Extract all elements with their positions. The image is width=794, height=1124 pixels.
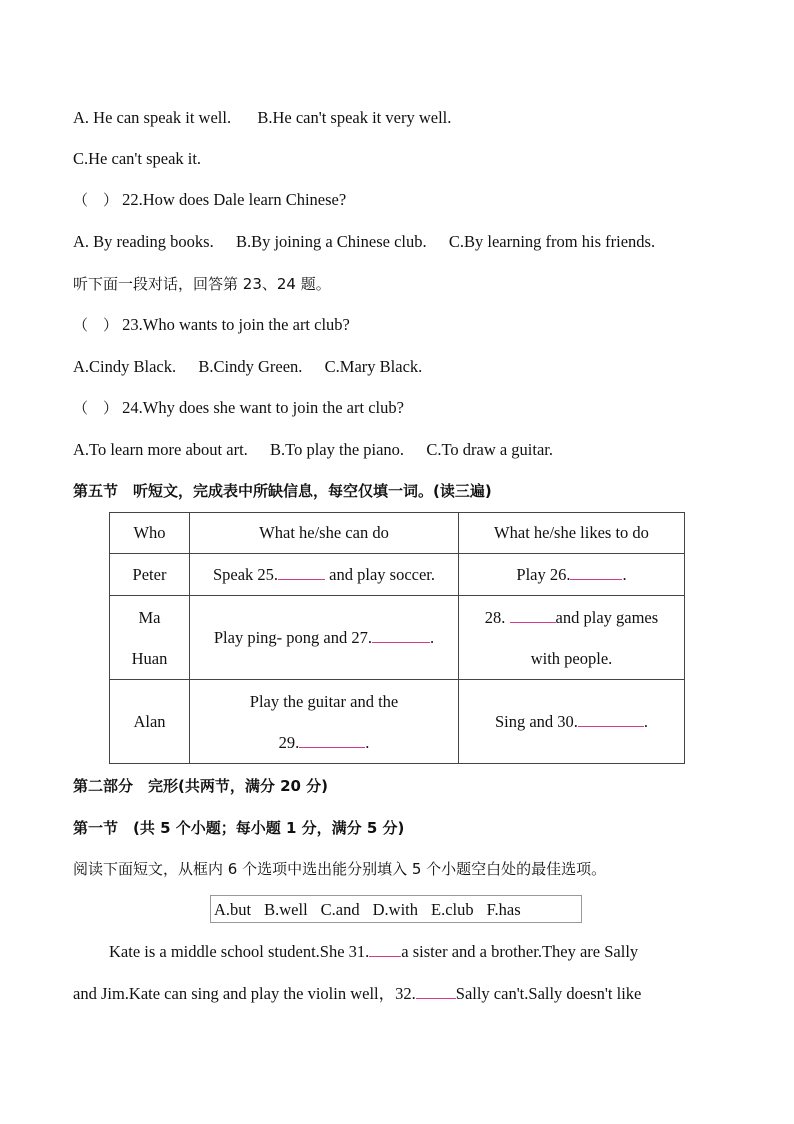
q22-option-c: C.By learning from his friends. [448,232,656,251]
q22-options-row [73,232,655,252]
q24-answer-paren: （ ） [73,399,119,417]
part2-heading: 第二部分 完形(共两节，满分 20 分) [73,777,329,795]
can-suffix: . [365,732,370,752]
word-options-box [210,895,582,923]
q22-question-row [73,190,346,210]
q22-option-a: A. By reading books. [73,232,214,251]
section1-heading: 第一节 (共 5 个小题；每小题 1 分，满分 5 分) [73,819,405,837]
q23-question: 23.Who wants to join the art club? [122,315,350,334]
passage-text: and Jim.Kate can sing and play the violin well，32. [73,984,416,1003]
likes-line2: with people. [530,648,613,668]
section5-heading: 第五节 听短文，完成表中所缺信息，每空仅填一词。(读三遍) [73,482,492,500]
table-cell-can [190,596,459,680]
likes-suffix: and play games [555,607,659,627]
can-suffix: and play soccer. [325,564,436,584]
answer-blank-29[interactable] [299,733,365,748]
q21-options-row [73,108,451,128]
table-row-peter [110,554,685,596]
likes-prefix: Sing and 30. [494,711,578,731]
answer-blank-27[interactable] [372,628,430,643]
q24-question-row [73,398,404,418]
q21-option-c-row [73,149,201,169]
likes-prefix: 28. [484,607,510,627]
passage-line-2 [73,984,641,1004]
q21-option-b: B.He can't speak it very well. [257,108,452,127]
answer-blank-25[interactable] [278,565,325,580]
passage-text: Sally can't.Sally doesn't like [455,984,642,1003]
q24-options-row [73,440,553,460]
who-line2: Huan [131,648,168,668]
can-suffix: . [430,627,435,647]
table-header-who: Who [110,513,190,554]
info-table [109,512,685,764]
word-option-b: B.well [264,900,308,919]
word-option-c: C.and [320,900,360,919]
q21-option-c: C.He can't speak it. [73,149,202,168]
word-option-f: F.has [486,900,521,919]
q22-answer-paren: （ ） [73,191,119,209]
passage-line-1 [109,942,638,962]
answer-blank-32[interactable] [416,984,456,999]
word-option-a: A.but [214,900,252,919]
q23-answer-paren: （ ） [73,316,119,334]
table-cell-who: Peter [110,554,190,596]
q23-question-row [73,315,350,335]
table-header-can-do: What he/she can do [190,513,459,554]
table-header-likes: What he/she likes to do [459,513,685,554]
table-cell-likes [459,596,685,680]
reading-instruction: 阅读下面短文，从框内 6 个选项中选出能分别填入 5 个小题空白处的最佳选项。 [73,860,607,878]
who-line1: Ma [138,607,161,627]
can-prefix: Play ping- pong and 27. [213,627,372,647]
q23-option-c: C.Mary Black. [324,357,423,376]
answer-blank-28[interactable] [510,608,556,623]
table-cell-likes [459,680,685,764]
q24-option-c: C.To draw a guitar. [426,440,554,459]
likes-prefix: Play 26. [516,564,571,584]
dialogue-instruction: 听下面一段对话，回答第 23、24 题。 [73,275,331,293]
table-cell-likes [459,554,685,596]
can-prefix: 29. [278,732,300,752]
q23-option-a: A.Cindy Black. [73,357,177,376]
can-prefix: Speak 25. [212,564,279,584]
table-header-row [110,513,685,554]
passage-text: Kate is a middle school student.She 31. [109,942,370,961]
table-cell-can [190,554,459,596]
table-cell-who [110,596,190,680]
table-row-alan [110,680,685,764]
table-cell-who: Alan [110,680,190,764]
q23-options-row [73,357,422,377]
likes-suffix: . [643,711,649,731]
table-row-ma-huan [110,596,685,680]
word-option-d: D.with [372,900,419,919]
can-line1: Play the guitar and the [249,691,399,711]
word-option-e: E.club [431,900,474,919]
q22-question: 22.How does Dale learn Chinese? [122,190,347,209]
q21-option-a: A. He can speak it well. [73,108,232,127]
answer-blank-30[interactable] [578,712,644,727]
passage-text: a sister and a brother.They are Sally [401,942,639,961]
q22-option-b: B.By joining a Chinese club. [235,232,427,251]
answer-blank-26[interactable] [570,565,622,580]
q23-option-b: B.Cindy Green. [198,357,303,376]
answer-blank-31[interactable] [369,942,401,957]
q24-question: 24.Why does she want to join the art club? [122,398,404,417]
q24-option-b: B.To play the piano. [270,440,405,459]
q24-option-a: A.To learn more about art. [73,440,248,459]
likes-suffix: . [622,564,627,584]
table-cell-can [190,680,459,764]
